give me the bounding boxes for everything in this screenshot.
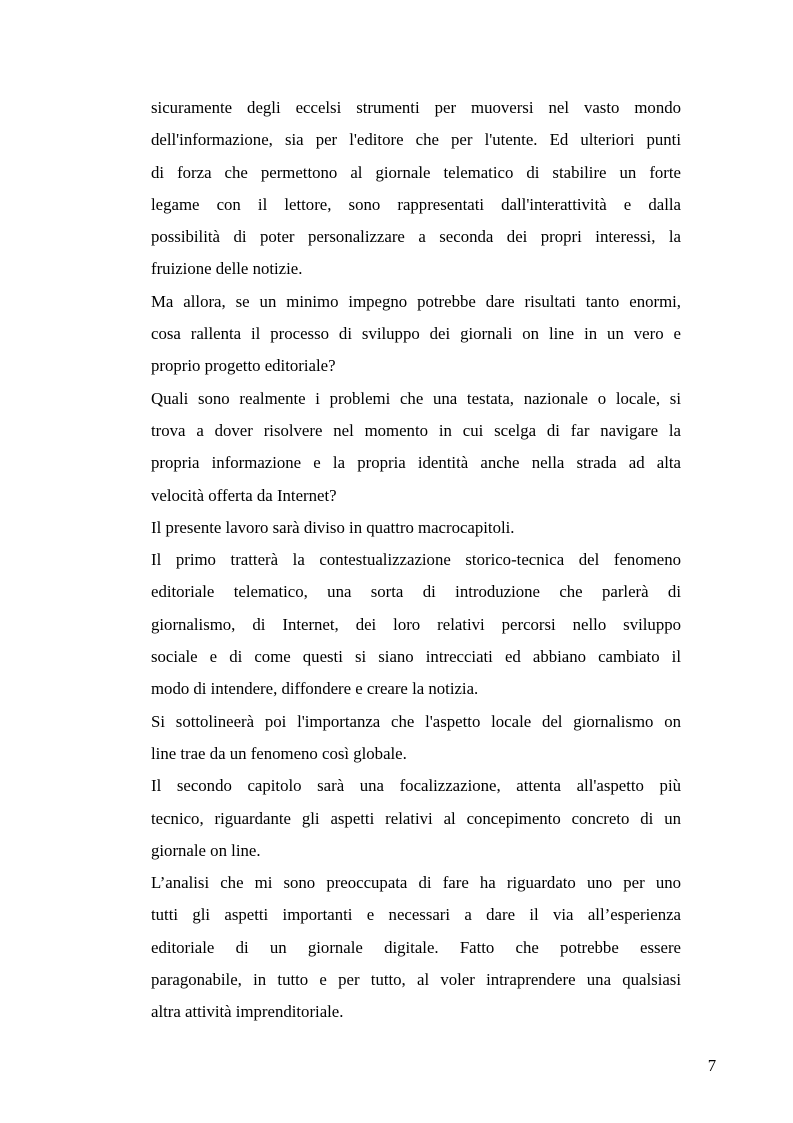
text-line: tecnico, riguardante gli aspetti relativi al concepimento concreto di un [151, 808, 681, 828]
paragraph-3 [151, 383, 681, 512]
text-line: modo di intendere, diffondere e creare la notizia. [151, 679, 479, 699]
text-line: legame con il lettore, sono rappresentati dall'interattività e dalla [151, 194, 681, 214]
text-line: editoriale telematico, una sorta di introduzione che parlerà di [151, 582, 681, 602]
text-line: di forza che permettono al giornale telematico di stabilire un forte [151, 162, 681, 182]
text-line: proprio progetto editoriale? [151, 356, 336, 376]
text-line: Il presente lavoro sarà diviso in quattro macrocapitoli. [151, 517, 515, 537]
text-line: sociale e di come questi si siano intrecciati ed abbiano cambiato il [151, 647, 681, 667]
paragraph-4 [151, 512, 681, 544]
text-line: giornale on line. [151, 840, 261, 860]
text-line: Ma allora, se un minimo impegno potrebbe dare risultati tanto enormi, [151, 291, 681, 311]
page-number: 7 [707, 1056, 717, 1075]
text-line: tutti gli aspetti importanti e necessari a dare il via all’esperienza [151, 905, 681, 925]
paragraph-8 [151, 867, 681, 1028]
text-line: giornalismo, di Internet, dei loro relativi percorsi nello sviluppo [151, 614, 681, 634]
text-line: trova a dover risolvere nel momento in cui scelga di far navigare la [151, 420, 681, 440]
text-line: Si sottolineerà poi l'importanza che l'aspetto locale del giornalismo on [151, 711, 681, 731]
paragraph-2 [151, 286, 681, 383]
text-line: velocità offerta da Internet? [151, 485, 337, 505]
text-line: Il secondo capitolo sarà una focalizzazione, attenta all'aspetto più [151, 776, 681, 796]
text-line: altra attività imprenditoriale. [151, 1002, 344, 1022]
text-line: cosa rallenta il processo di sviluppo dei giornali on line in un vero e [151, 324, 681, 344]
paragraph-7 [151, 770, 681, 867]
text-line: dell'informazione, sia per l'editore che per l'utente. Ed ulteriori punti [151, 130, 681, 150]
body-text [151, 92, 681, 1029]
text-line: sicuramente degli eccelsi strumenti per muoversi nel vasto mondo [151, 98, 681, 117]
text-line: fruizione delle notizie. [151, 259, 303, 279]
paragraph-6 [151, 706, 681, 771]
text-line: propria informazione e la propria identità anche nella strada ad alta [151, 453, 681, 473]
text-line: Quali sono realmente i problemi che una testata, nazionale o locale, si [151, 388, 681, 408]
text-line: editoriale di un giornale digitale. Fatto che potrebbe essere [151, 937, 681, 957]
text-line: Il primo tratterà la contestualizzazione storico-tecnica del fenomeno [151, 550, 681, 570]
text-line: possibilità di poter personalizzare a seconda dei propri interessi, la [151, 227, 681, 247]
text-line: paragonabile, in tutto e per tutto, al voler intraprendere una qualsiasi [151, 970, 681, 990]
text-line: line trae da un fenomeno così globale. [151, 743, 407, 763]
paragraph-5 [151, 544, 681, 705]
paragraph-1 [151, 92, 681, 286]
text-line: L’analisi che mi sono preoccupata di fare ha riguardato uno per uno [151, 873, 681, 893]
